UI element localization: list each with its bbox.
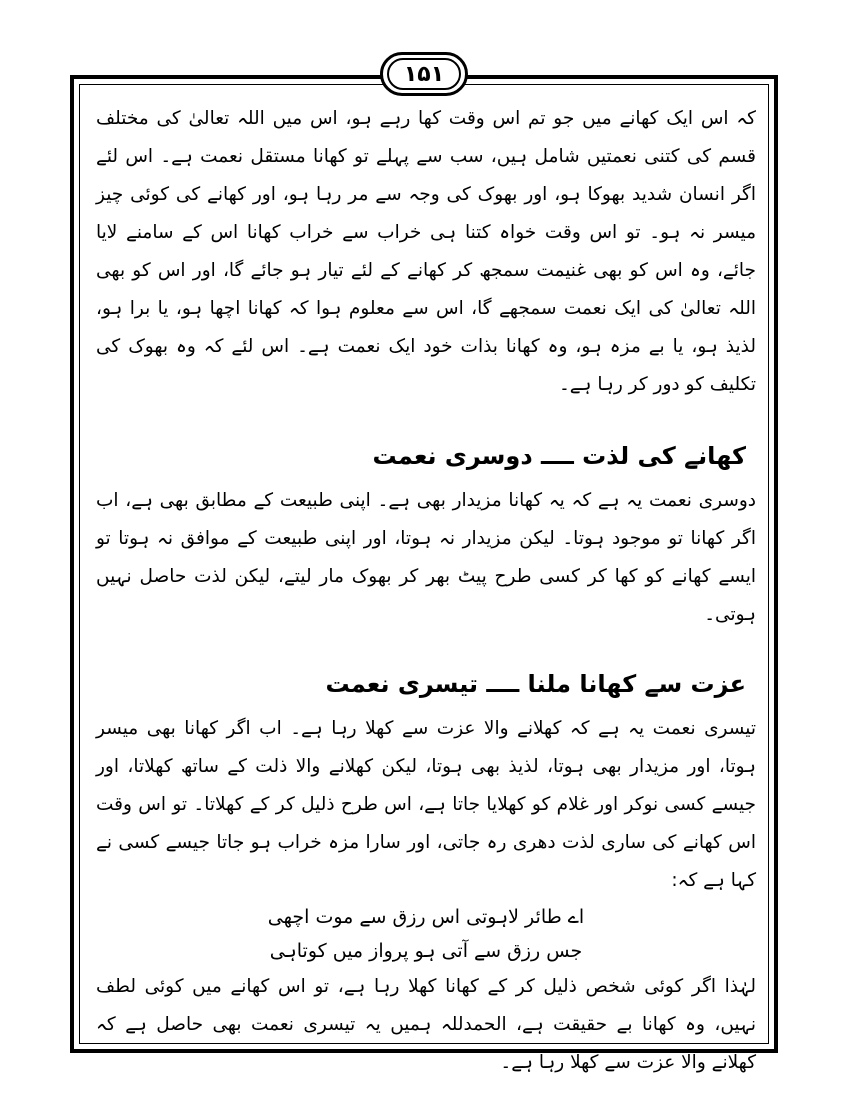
paragraph-3: تیسری نعمت یہ ہے کہ کھلانے والا عزت سے کھلا رہا ہے۔ اب اگر کھانا بھی میسر ہوتا، اور مزیدار بھی ہوتا، لذیذ بھی ہوتا، لیکن کھلانے والا ذلت کے ساتھ کھلاتا، اور جیسے کسی نوکر اور غلام کو کھلایا جاتا ہے، اس طرح ذلیل کر کے کھلاتا۔ تو اس وقت اس کھانے کی ساری لذت دھری رہ جاتی، اور سارا مزہ خراب ہو جاتا جیسے کسی نے کہا ہے کہ:: [96, 718, 756, 891]
paragraph-1: کہ اس ایک کھانے میں جو تم اس وقت کھا رہے ہو، اس میں اللہ تعالیٰ کی مختلف قسم کی کتنی نعمتیں شامل ہیں، سب سے پہلے تو کھانا مستقل نعمت ہے۔ اس لئے اگر انسان شدید بھوکا ہو، اور بھوک کی وجہ سے مر رہا ہو، اور کھانے کی کوئی چیز میسر نہ ہو۔ تو اس وقت خواہ کتنا ہی خراب سے خراب کھانا اس کے سامنے لایا جائے، وہ اس کو بھی غنیمت سمجھ کر کھانے کے لئے تیار ہو جائے گا، اور اس کو بھی اللہ تعالیٰ کی ایک نعمت سمجھے گا، اس سے معلوم ہوا کہ کھانا اچھا ہو، یا برا ہو، لذیذ ہو، یا بے مزہ ہو، وہ کھانا بذات خود ایک نعمت ہے۔ اس لئے کہ وہ بھوک کی تکلیف کو دور کر رہا ہے۔: [96, 108, 756, 395]
page-number: ۱۵۱: [387, 58, 461, 90]
page-number-badge: [380, 52, 468, 96]
paragraph-4: لہٰذا اگر کوئی شخص ذلیل کر کے کھانا کھلا رہا ہے، تو اس کھانے میں کوئی لطف نہیں، وہ کھانا بے حقیقت ہے، الحمدللہ ہمیں یہ تیسری نعمت بھی حاصل ہے کہ کھلانے والا عزت سے کھلا رہا ہے۔: [96, 976, 756, 1073]
heading-third-blessing: عزت سے کھانا ملنا ــــ تیسری نعمت: [325, 670, 746, 698]
heading-second-blessing: کھانے کی لذت ــــ دوسری نعمت: [372, 442, 746, 470]
poem-line-2: جس رزق سے آتی ہو پرواز میں کوتاہی: [269, 940, 583, 962]
poem-line-1: اے طائر لاہوتی اس رزق سے موت اچھی: [267, 906, 585, 928]
page-content: [96, 100, 756, 1082]
paragraph-2: دوسری نعمت یہ ہے کہ یہ کھانا مزیدار بھی ہے۔ اپنی طبیعت کے مطابق بھی ہے، اب اگر کھانا تو موجود ہوتا۔ لیکن مزیدار نہ ہوتا، اور اپنی طبیعت کے موافق نہ ہوتا تو ایسے کھانے کو کھا کر کسی طرح پیٹ بھر کر بھوک مار لیتے، لیکن لذت حاصل نہیں ہوتی۔: [96, 490, 756, 625]
